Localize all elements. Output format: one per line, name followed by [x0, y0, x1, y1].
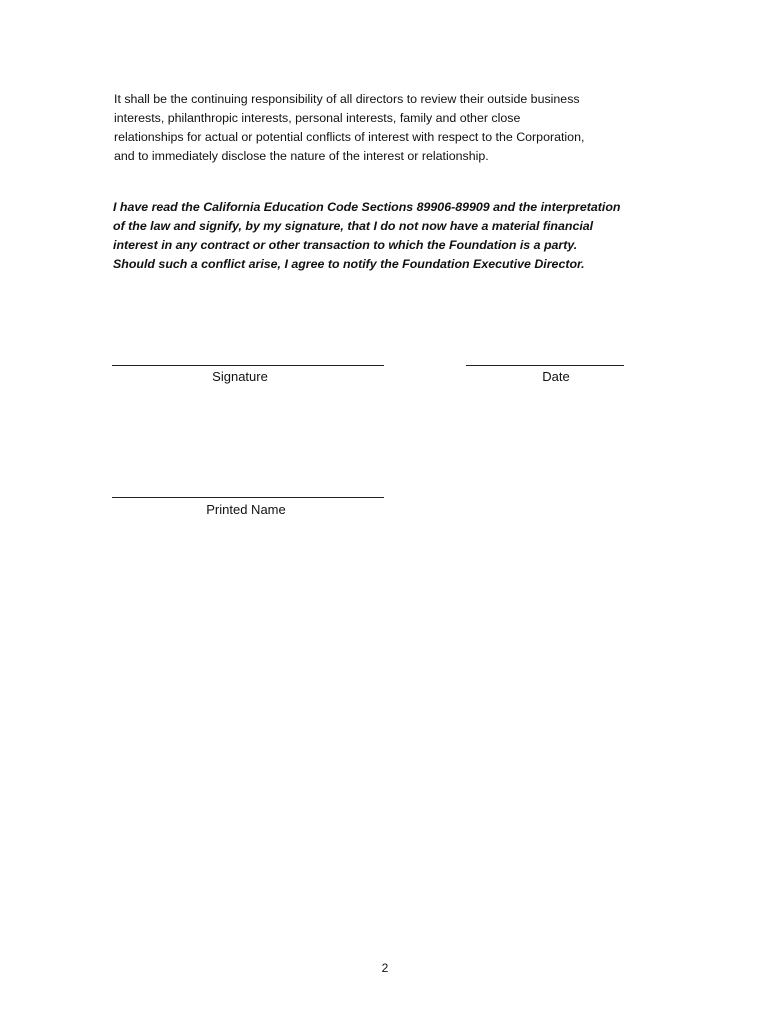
intro-line: relationships for actual or potential conflicts of interest with respect to the Corporation, [114, 130, 585, 144]
intro-line: and to immediately disclose the nature of the interest or relationship. [114, 149, 489, 163]
intro-paragraph [114, 90, 674, 166]
certification-statement [113, 198, 673, 274]
statement-line: Should such a conflict arise, I agree to notify the Foundation Executive Director. [113, 257, 585, 271]
statement-line: I have read the California Education Code Sections 89906-89909 and the interpretation [113, 200, 621, 214]
signature-line[interactable] [112, 365, 384, 366]
printed-name-line[interactable] [112, 497, 384, 498]
statement-line: interest in any contract or other transaction to which the Foundation is a party. [113, 238, 578, 252]
signature-label: Signature [212, 369, 268, 384]
date-line[interactable] [466, 365, 624, 366]
page-number: 2 [381, 961, 389, 975]
intro-line: It shall be the continuing responsibility of all directors to review their outside business [114, 92, 580, 106]
intro-line: interests, philanthropic interests, personal interests, family and other close [114, 111, 521, 125]
printed-name-label: Printed Name [206, 502, 286, 517]
statement-line: of the law and signify, by my signature, that I do not now have a material financial [113, 219, 594, 233]
date-label: Date [542, 369, 570, 384]
